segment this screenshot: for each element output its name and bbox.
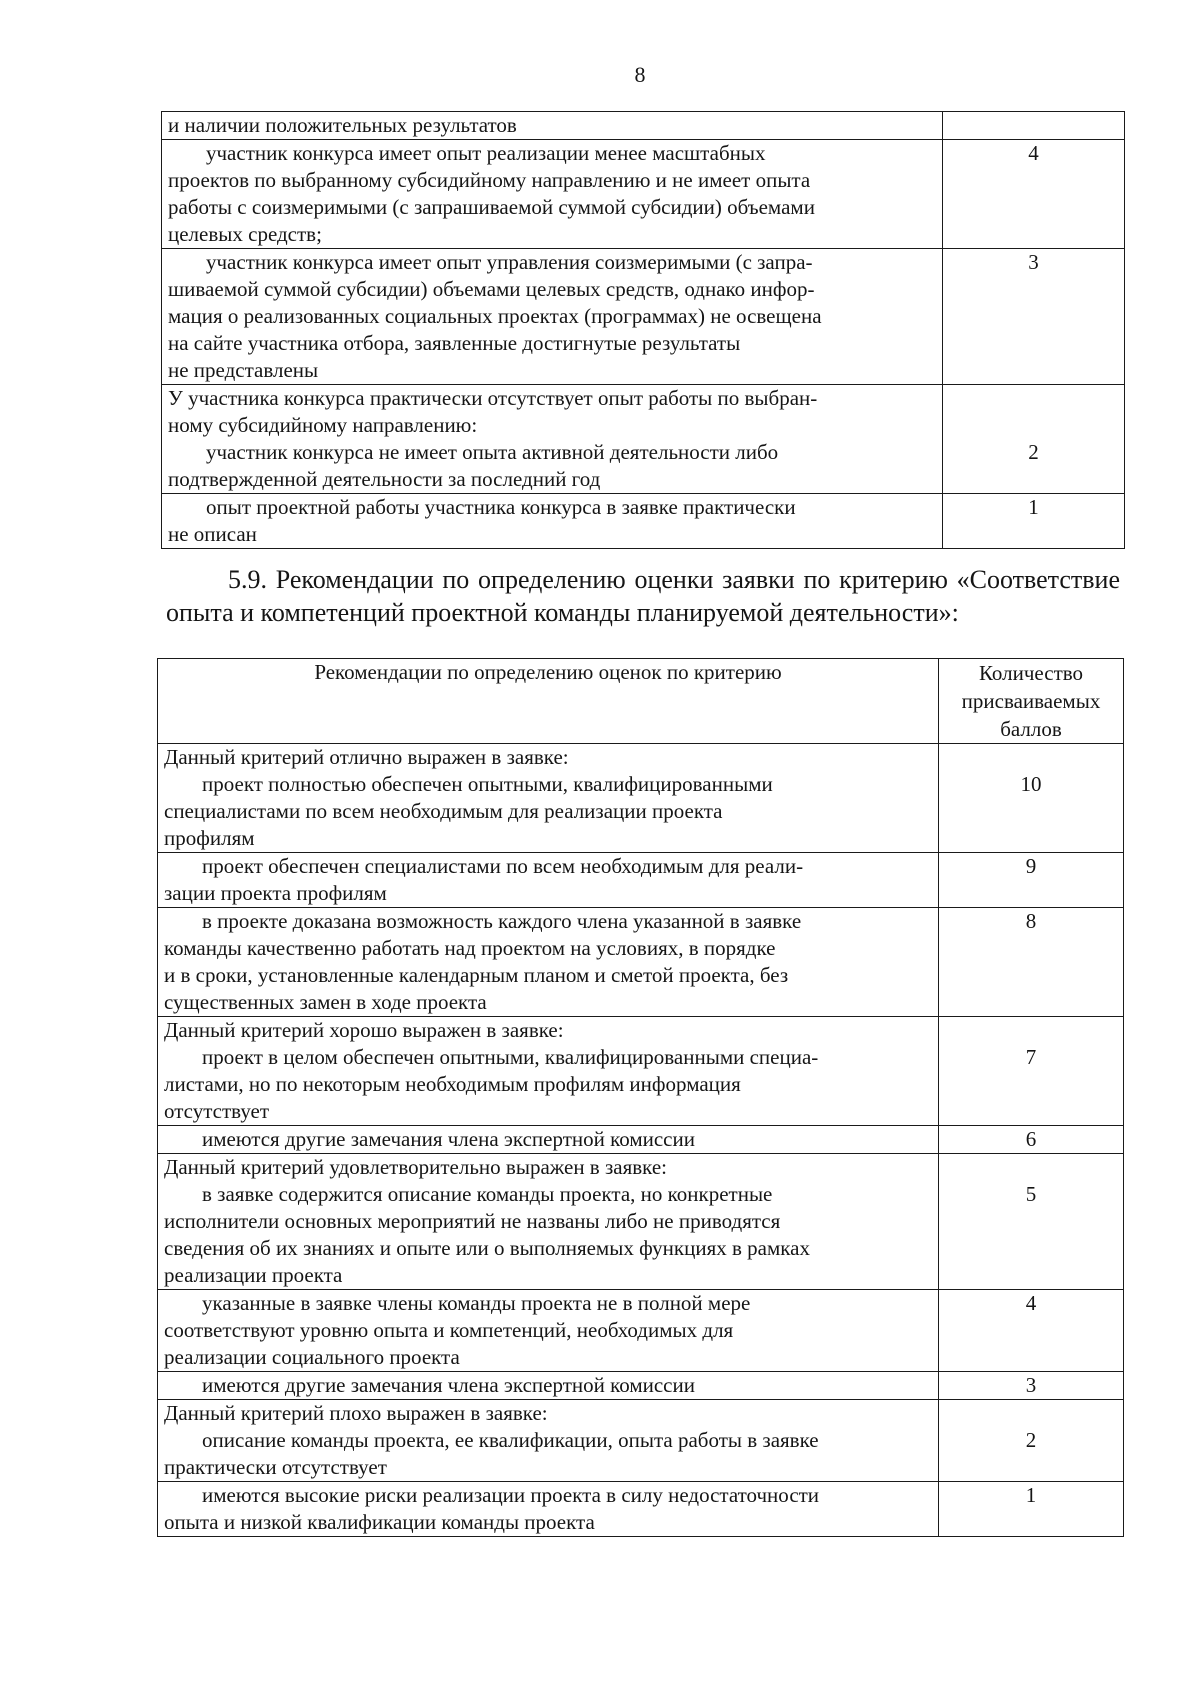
criteria-cell [162,112,943,140]
criteria-cell [158,1400,939,1482]
score-cell [939,1126,1124,1154]
criteria-line: ному субсидийному направлению: [168,413,478,437]
criteria-line: практически отсутствует [164,1455,387,1479]
score-cell [939,1154,1124,1290]
criteria-cell [162,140,943,249]
criteria-cell [158,1482,939,1537]
criteria-line: имеются другие замечания члена экспертной комиссии [202,1373,695,1397]
criteria-line: опыта и низкой квалификации команды проекта [164,1510,595,1534]
table-row [158,1290,1124,1372]
criteria-line: Данный критерий хорошо выражен в заявке: [164,1018,564,1042]
score-value: 2 [1028,440,1039,464]
criteria-line: опыт проектной работы участника конкурса в заявке практически [206,495,796,519]
section-5-9-text: 5.9. Рекомендации по определению оценки заявки по критерию «Соответствие опыта и компетенций проектной команды планируемой деятельности»: [166,565,1120,627]
score-column-header [939,659,1124,744]
criteria-line: отсутствует [164,1099,270,1123]
table-row [162,140,1125,249]
criteria-line: проект обеспечен специалистами по всем необходимым для реали- [202,854,804,878]
criteria-line: имеются другие замечания члена экспертной комиссии [202,1127,695,1151]
criteria-cell [162,494,943,549]
section-5-9-heading [166,563,1120,629]
criteria-line: проект полностью обеспечен опытными, квалифицированными [202,772,773,796]
table-row [162,112,1125,140]
score-cell [939,1400,1124,1482]
criteria-line: зации проекта профилям [164,881,387,905]
criteria-line: соответствуют уровню опыта и компетенций, необходимых для [164,1318,734,1342]
score-header-line: Количество [978,661,1084,685]
criteria-cell [158,744,939,853]
score-cell [943,249,1125,385]
table-row [158,908,1124,1017]
page-number: 8 [634,62,646,87]
criteria-cell [158,908,939,1017]
criteria-cell [158,853,939,908]
criteria-line: мация о реализованных социальных проектах (программах) не освещена [168,304,822,328]
criteria-cell [162,249,943,385]
score-value: 8 [1025,909,1037,933]
table-row [158,1017,1124,1126]
criteria-line: в заявке содержится описание команды проекта, но конкретные [202,1182,773,1206]
score-value: 4 [1025,1291,1037,1315]
criteria-line: существенных замен в ходе проекта [164,990,487,1014]
score-value: 1 [1028,495,1039,519]
criteria-line: на сайте участника отбора, заявленные достигнутые результаты [168,331,741,355]
criteria-line: участник конкурса имеет опыт управления соизмеримыми (с запра- [206,250,813,274]
table-row [162,494,1125,549]
criteria-line: указанные в заявке члены команды проекта не в полной мере [202,1291,751,1315]
criteria-line: У участника конкурса практически отсутствует опыт работы по выбран- [168,386,818,410]
score-header-line: присваиваемых [961,689,1101,713]
criteria-line: работы с соизмеримыми (с запрашиваемой суммой субсидии) объемами [168,195,815,219]
score-cell [939,1290,1124,1372]
criteria-line: сведения об их знаниях и опыте или о выполняемых функциях в рамках [164,1236,810,1260]
score-cell [939,908,1124,1017]
criteria-line: Данный критерий отлично выражен в заявке: [164,745,569,769]
score-cell [943,140,1125,249]
criteria-line: проектов по выбранному субсидийному направлению и не имеет опыта [168,168,811,192]
criteria-line: подтвержденной деятельности за последний год [168,467,601,491]
criteria-line: не описан [168,522,257,546]
criteria-line: исполнители основных мероприятий не названы либо не приводятся [164,1209,781,1233]
score-value: 10 [1020,772,1042,796]
criteria-cell [158,1126,939,1154]
criteria-line: в проекте доказана возможность каждого члена указанной в заявке [202,909,802,933]
table-row [158,1372,1124,1400]
score-value: 5 [1025,1182,1037,1206]
criteria-line: описание команды проекта, ее квалификации, опыта работы в заявке [202,1428,819,1452]
criteria-cell [158,1372,939,1400]
score-cell [939,1017,1124,1126]
table-row [158,1482,1124,1537]
score-header-line: баллов [1000,717,1062,741]
score-cell [943,385,1125,494]
criteria-line: реализации социального проекта [164,1345,460,1369]
score-value: 9 [1025,854,1037,878]
score-cell [943,494,1125,549]
table-row [158,1400,1124,1482]
score-cell [939,853,1124,908]
score-value: 3 [1028,250,1039,274]
criteria-line: команды качественно работать над проектом на условиях, в порядке [164,936,776,960]
criteria-line: проект в целом обеспечен опытными, квалифицированными специа- [202,1045,819,1069]
score-cell [943,112,1125,140]
criteria-cell [158,1290,939,1372]
criteria-header-text: Рекомендации по определению оценок по критерию [314,660,782,684]
table-row [162,249,1125,385]
score-cell [939,1482,1124,1537]
criteria-table-continued [161,111,1125,549]
score-value: 3 [1025,1373,1037,1397]
score-value: 4 [1028,141,1039,165]
criteria-line: участник конкурса имеет опыт реализации менее масштабных [206,141,766,165]
score-cell [939,1372,1124,1400]
score-value: 7 [1025,1045,1037,1069]
criteria-cell [162,385,943,494]
criteria-column-header [158,659,939,744]
table-row [158,1126,1124,1154]
criteria-line: участник конкурса не имеет опыта активной деятельности либо [206,440,779,464]
score-cell [939,744,1124,853]
criteria-cell [158,1017,939,1126]
criteria-line: и в сроки, установленные календарным планом и сметой проекта, без [164,963,789,987]
criteria-line: целевых средств; [168,222,322,246]
criteria-line: не представлены [168,358,319,382]
criteria-line: и наличии положительных результатов [168,113,517,137]
table-row [162,385,1125,494]
table-row [158,1154,1124,1290]
table-row [158,744,1124,853]
score-value: 1 [1025,1483,1037,1507]
criteria-line: Данный критерий плохо выражен в заявке: [164,1401,548,1425]
criteria-line: Данный критерий удовлетворительно выражен в заявке: [164,1155,667,1179]
criteria-line: специалистами по всем необходимым для реализации проекта [164,799,723,823]
criteria-line: имеются высокие риски реализации проекта в силу недостаточности [202,1483,820,1507]
table-row [158,853,1124,908]
criteria-cell [158,1154,939,1290]
table-header-row [158,659,1124,744]
criteria-line: листами, но по некоторым необходимым профилям информация [164,1072,741,1096]
criteria-line: профилям [164,826,255,850]
team-competence-criteria-table [157,658,1124,1537]
criteria-line: шиваемой суммой субсидии) объемами целевых средств, однако инфор- [168,277,815,301]
criteria-line: реализации проекта [164,1263,343,1287]
score-value: 2 [1025,1428,1037,1452]
score-value: 6 [1025,1127,1037,1151]
